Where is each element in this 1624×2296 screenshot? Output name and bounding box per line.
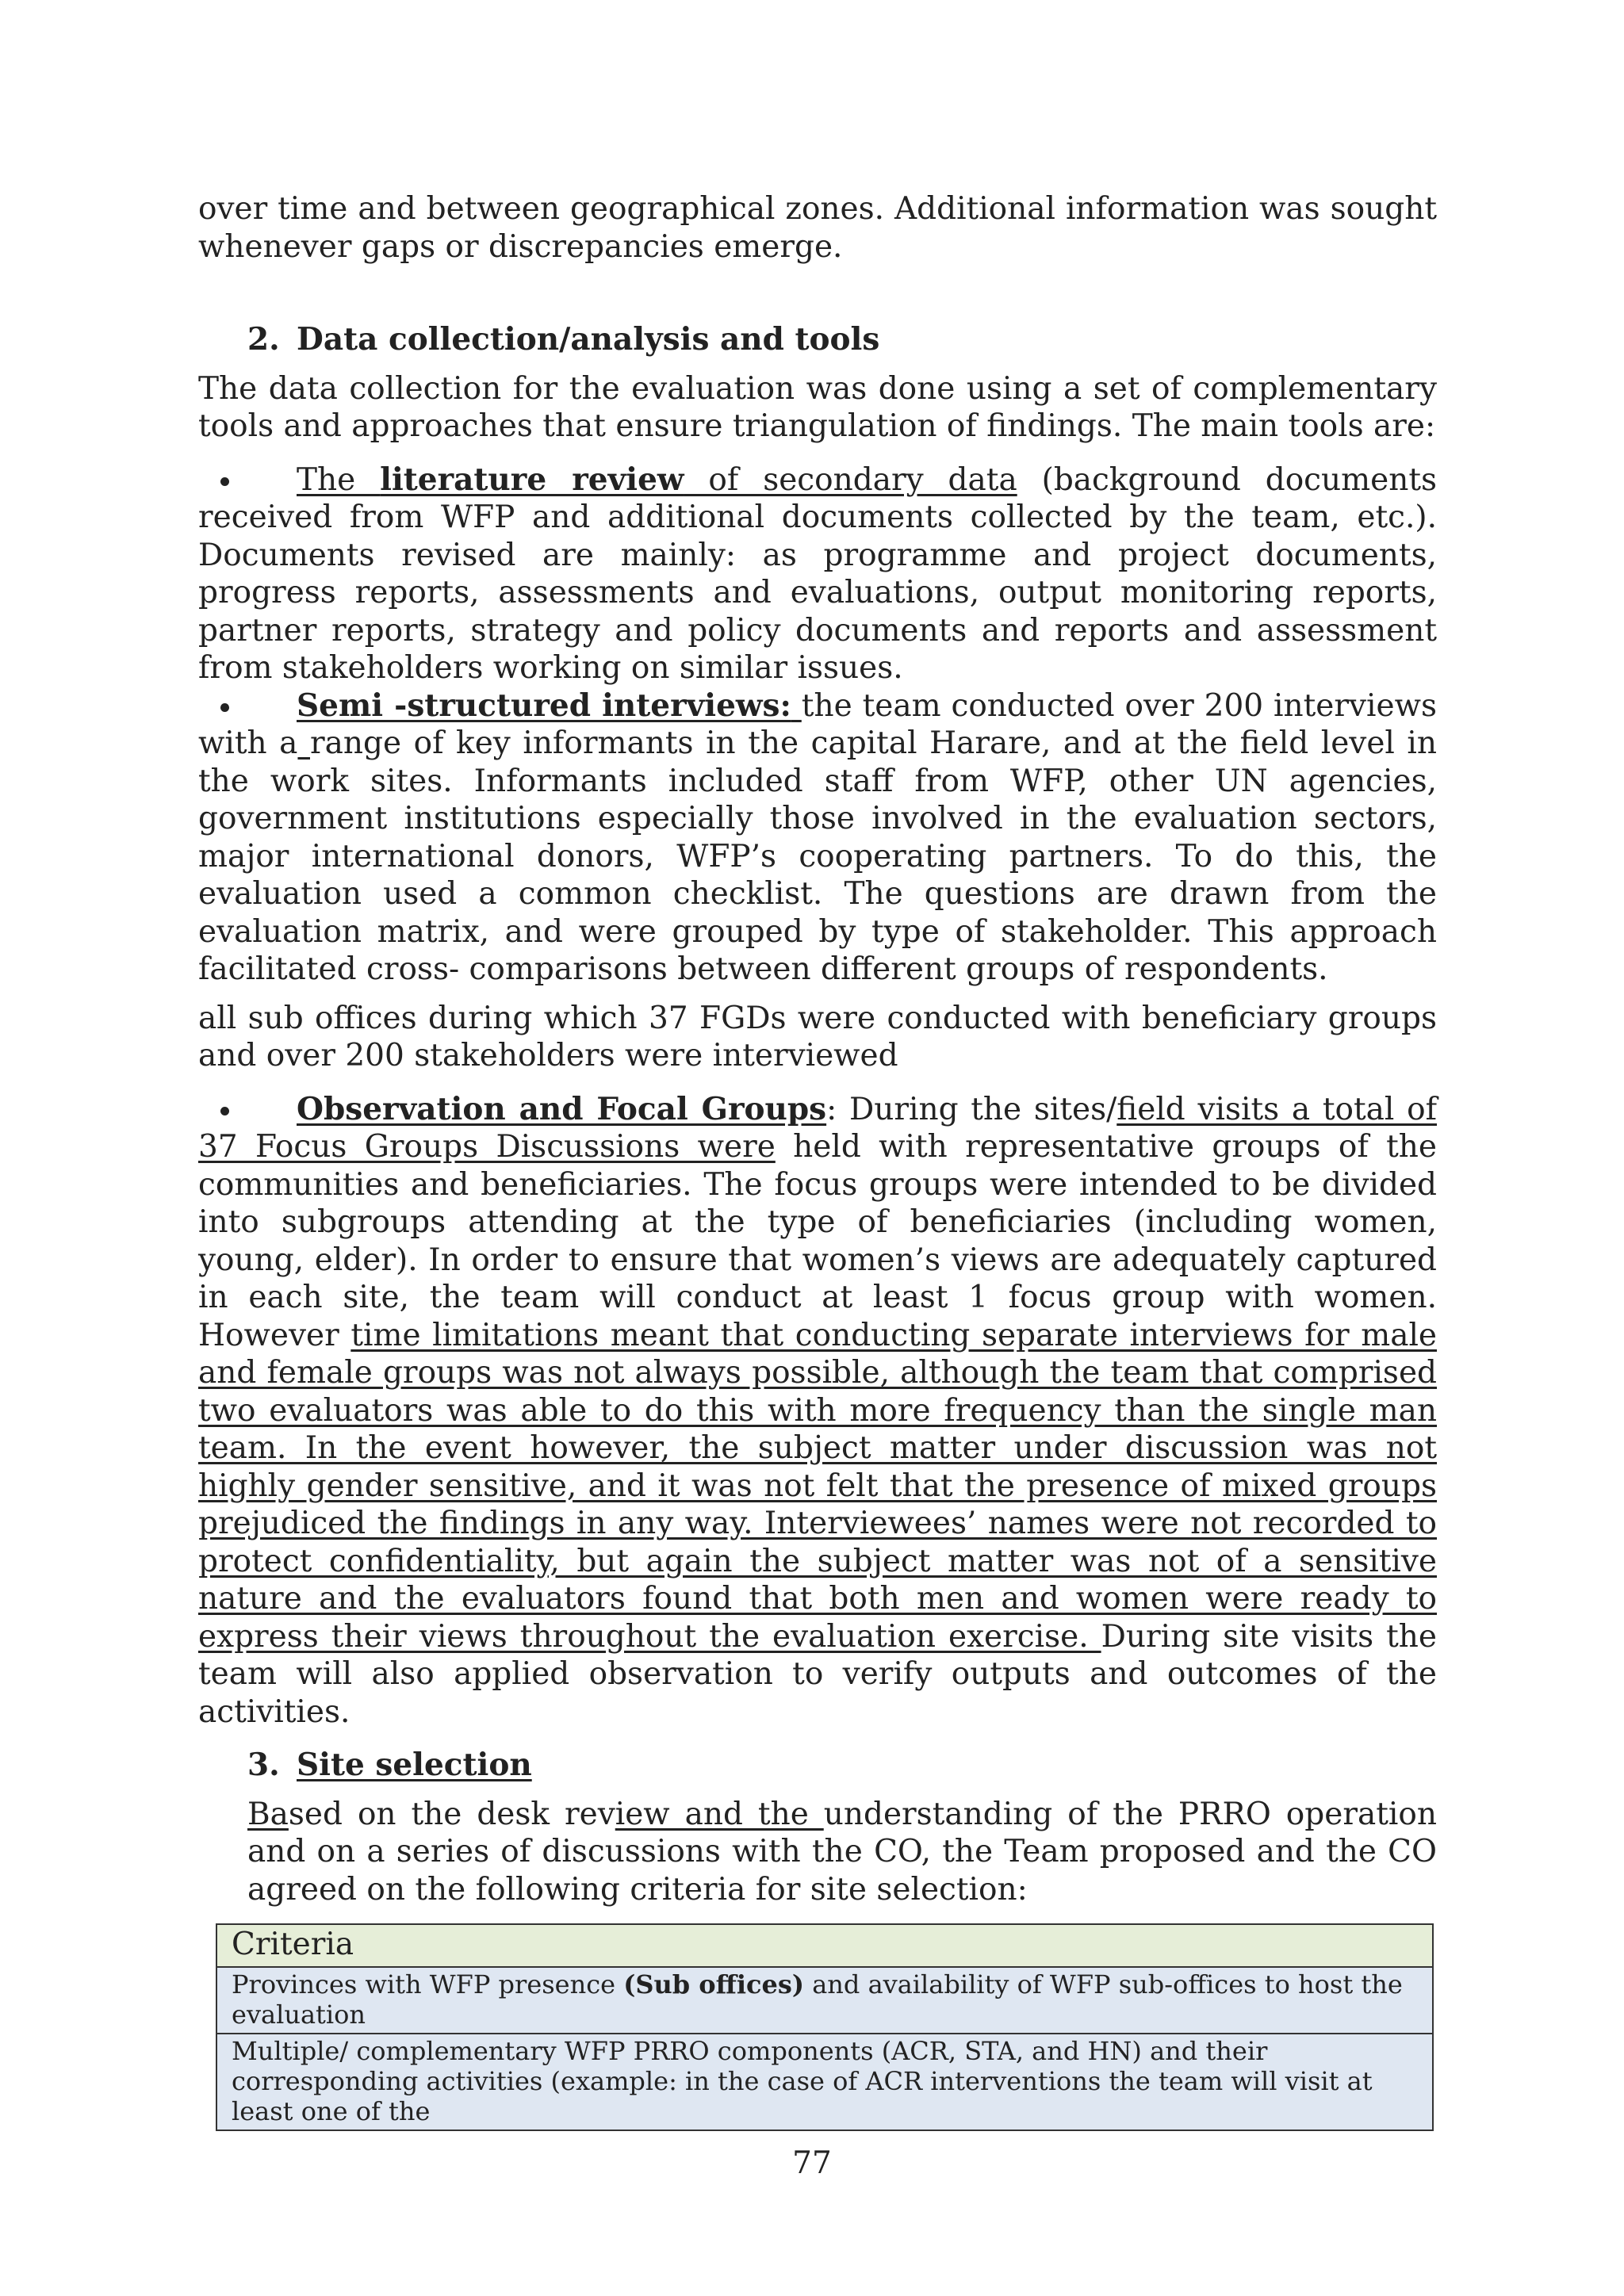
lit-bold-term: literature review <box>380 461 684 498</box>
criteria-cell-2: Multiple/ complementary WFP PRRO components (ACR, STA, and HN) and their corresponding activities (example: in the case of ACR interventions the team will visit at least one of the <box>216 2034 1433 2130</box>
obs-underlined-1: field visits a total of 37 Focus Groups Discussions were <box>198 1091 1437 1165</box>
page-number: 77 <box>792 2145 832 2181</box>
s3-text-1: sed on the desk rev <box>288 1796 615 1832</box>
obs-text-2: held with representative groups of the communities and beneficiaries. The focus groups were intended to be divided into subgroups attending at the type of beneficiaries (including women, young, elder). In order to ensure that women’s views are adequately captured in each site, the team will conduct at least 1 focus group with women. However <box>198 1129 1437 1353</box>
criteria-header-row <box>216 1924 1433 1967</box>
lit-rest: (background documents received from WFP and additional documents collected by the team, etc.). Documents revised are mainly: as programme and project documents, progress reports, assessments and evaluations, output monitoring reports, partner reports, strategy and policy documents and reports and assessment from stakeholders working on similar issues. <box>198 461 1437 686</box>
semi-text-1: the team conducted over 200 interviews with a <box>198 687 1437 761</box>
criteria-1-post: and availability of WFP sub-offices to host the evaluation <box>232 1969 1403 2030</box>
criteria-1-bold: (Sub offices) <box>623 1969 805 1999</box>
obs-text-1: : During the sites/ <box>826 1091 1117 1127</box>
section-3-title: Site selection <box>297 1747 532 1783</box>
lit-pre: The <box>297 461 381 498</box>
s3-underlined-2: iew and the <box>615 1796 824 1832</box>
section-2-intro: The data collection for the evaluation was done using a set of complementary tools and approaches that ensure triangulation of findings. The main tools are: <box>198 370 1437 444</box>
bullet-dot-icon <box>220 477 229 486</box>
semi-space <box>791 688 802 724</box>
section-2-number: 2. <box>247 321 280 358</box>
section-2-heading <box>198 321 1437 359</box>
semi-text-2: range of key informants in the capital Harare, and at the field level in the work sites. Informants included staff from WFP, other UN agencies, government institutions especially those involved in the evaluation sectors, major international donors, WFP’s cooperating partners. To do this, the evaluation used a common checklist. The questions are drawn from the evaluation matrix, and were grouped by type of stakeholder. This approach facilitated cross- comparisons between different groups of respondents. <box>198 725 1438 987</box>
criteria-cell-1 <box>216 1967 1433 2034</box>
bullet-literature-review <box>198 461 1437 687</box>
intro-paragraph: over time and between geographical zones. Additional information was sought whenever gaps or discrepancies emerge. <box>198 191 1437 265</box>
bullet-observation <box>198 1091 1437 1732</box>
s3-underlined-1: Ba <box>247 1796 289 1832</box>
s3-text-2: understanding of the PRRO operation and on a series of discussions with the CO, the Team proposed and the CO agreed on the following criteria for site selection: <box>247 1796 1437 1908</box>
obs-bold-term: Observation and Focal Groups <box>297 1090 827 1127</box>
bullet-dot-icon <box>220 703 229 712</box>
section-3-paragraph <box>198 1796 1437 1909</box>
criteria-table <box>216 1923 1434 2131</box>
lit-underlined: of secondary data <box>684 461 1017 498</box>
criteria-1-pre: Provinces with WFP presence <box>232 1969 624 1999</box>
criteria-header-cell: Criteria <box>216 1924 1433 1967</box>
criteria-row <box>216 2034 1433 2130</box>
semi-underlined-space <box>297 725 310 761</box>
section-3-number: 3. <box>247 1747 280 1783</box>
page-content <box>198 190 1437 1908</box>
bullet-semi-structured <box>198 687 1437 989</box>
obs-text-3: During site visits the team will also applied observation to verify outputs and outcomes of the activities. <box>198 1618 1437 1730</box>
bullet-dot-icon <box>220 1107 229 1115</box>
section-2-title: Data collection/analysis and tools <box>297 321 880 358</box>
section-3-heading <box>198 1747 1437 1785</box>
sub-offices-paragraph: all sub offices during which 37 FGDs were conducted with beneficiary groups and over 200 stakeholders were interviewed <box>198 1000 1437 1073</box>
obs-underlined-2: time limitations meant that conducting separate interviews for male and female groups was not always possible, although the team that comprised two evaluators was able to do this with more frequency than the single man team. In the event however, the subject matter under discussion was not highly gender sensitive, and it was not felt that the presence of mixed groups prejudiced the findings in any way. Interviewees’ names were not recorded to protect confidentiality, but again the subject matter was not of a sensitive nature and the evaluators found that both men and women were ready to express their views throughout the evaluation exercise. <box>198 1317 1438 1655</box>
criteria-row <box>216 1967 1433 2034</box>
semi-bold-term: Semi -structured interviews: <box>297 687 791 724</box>
